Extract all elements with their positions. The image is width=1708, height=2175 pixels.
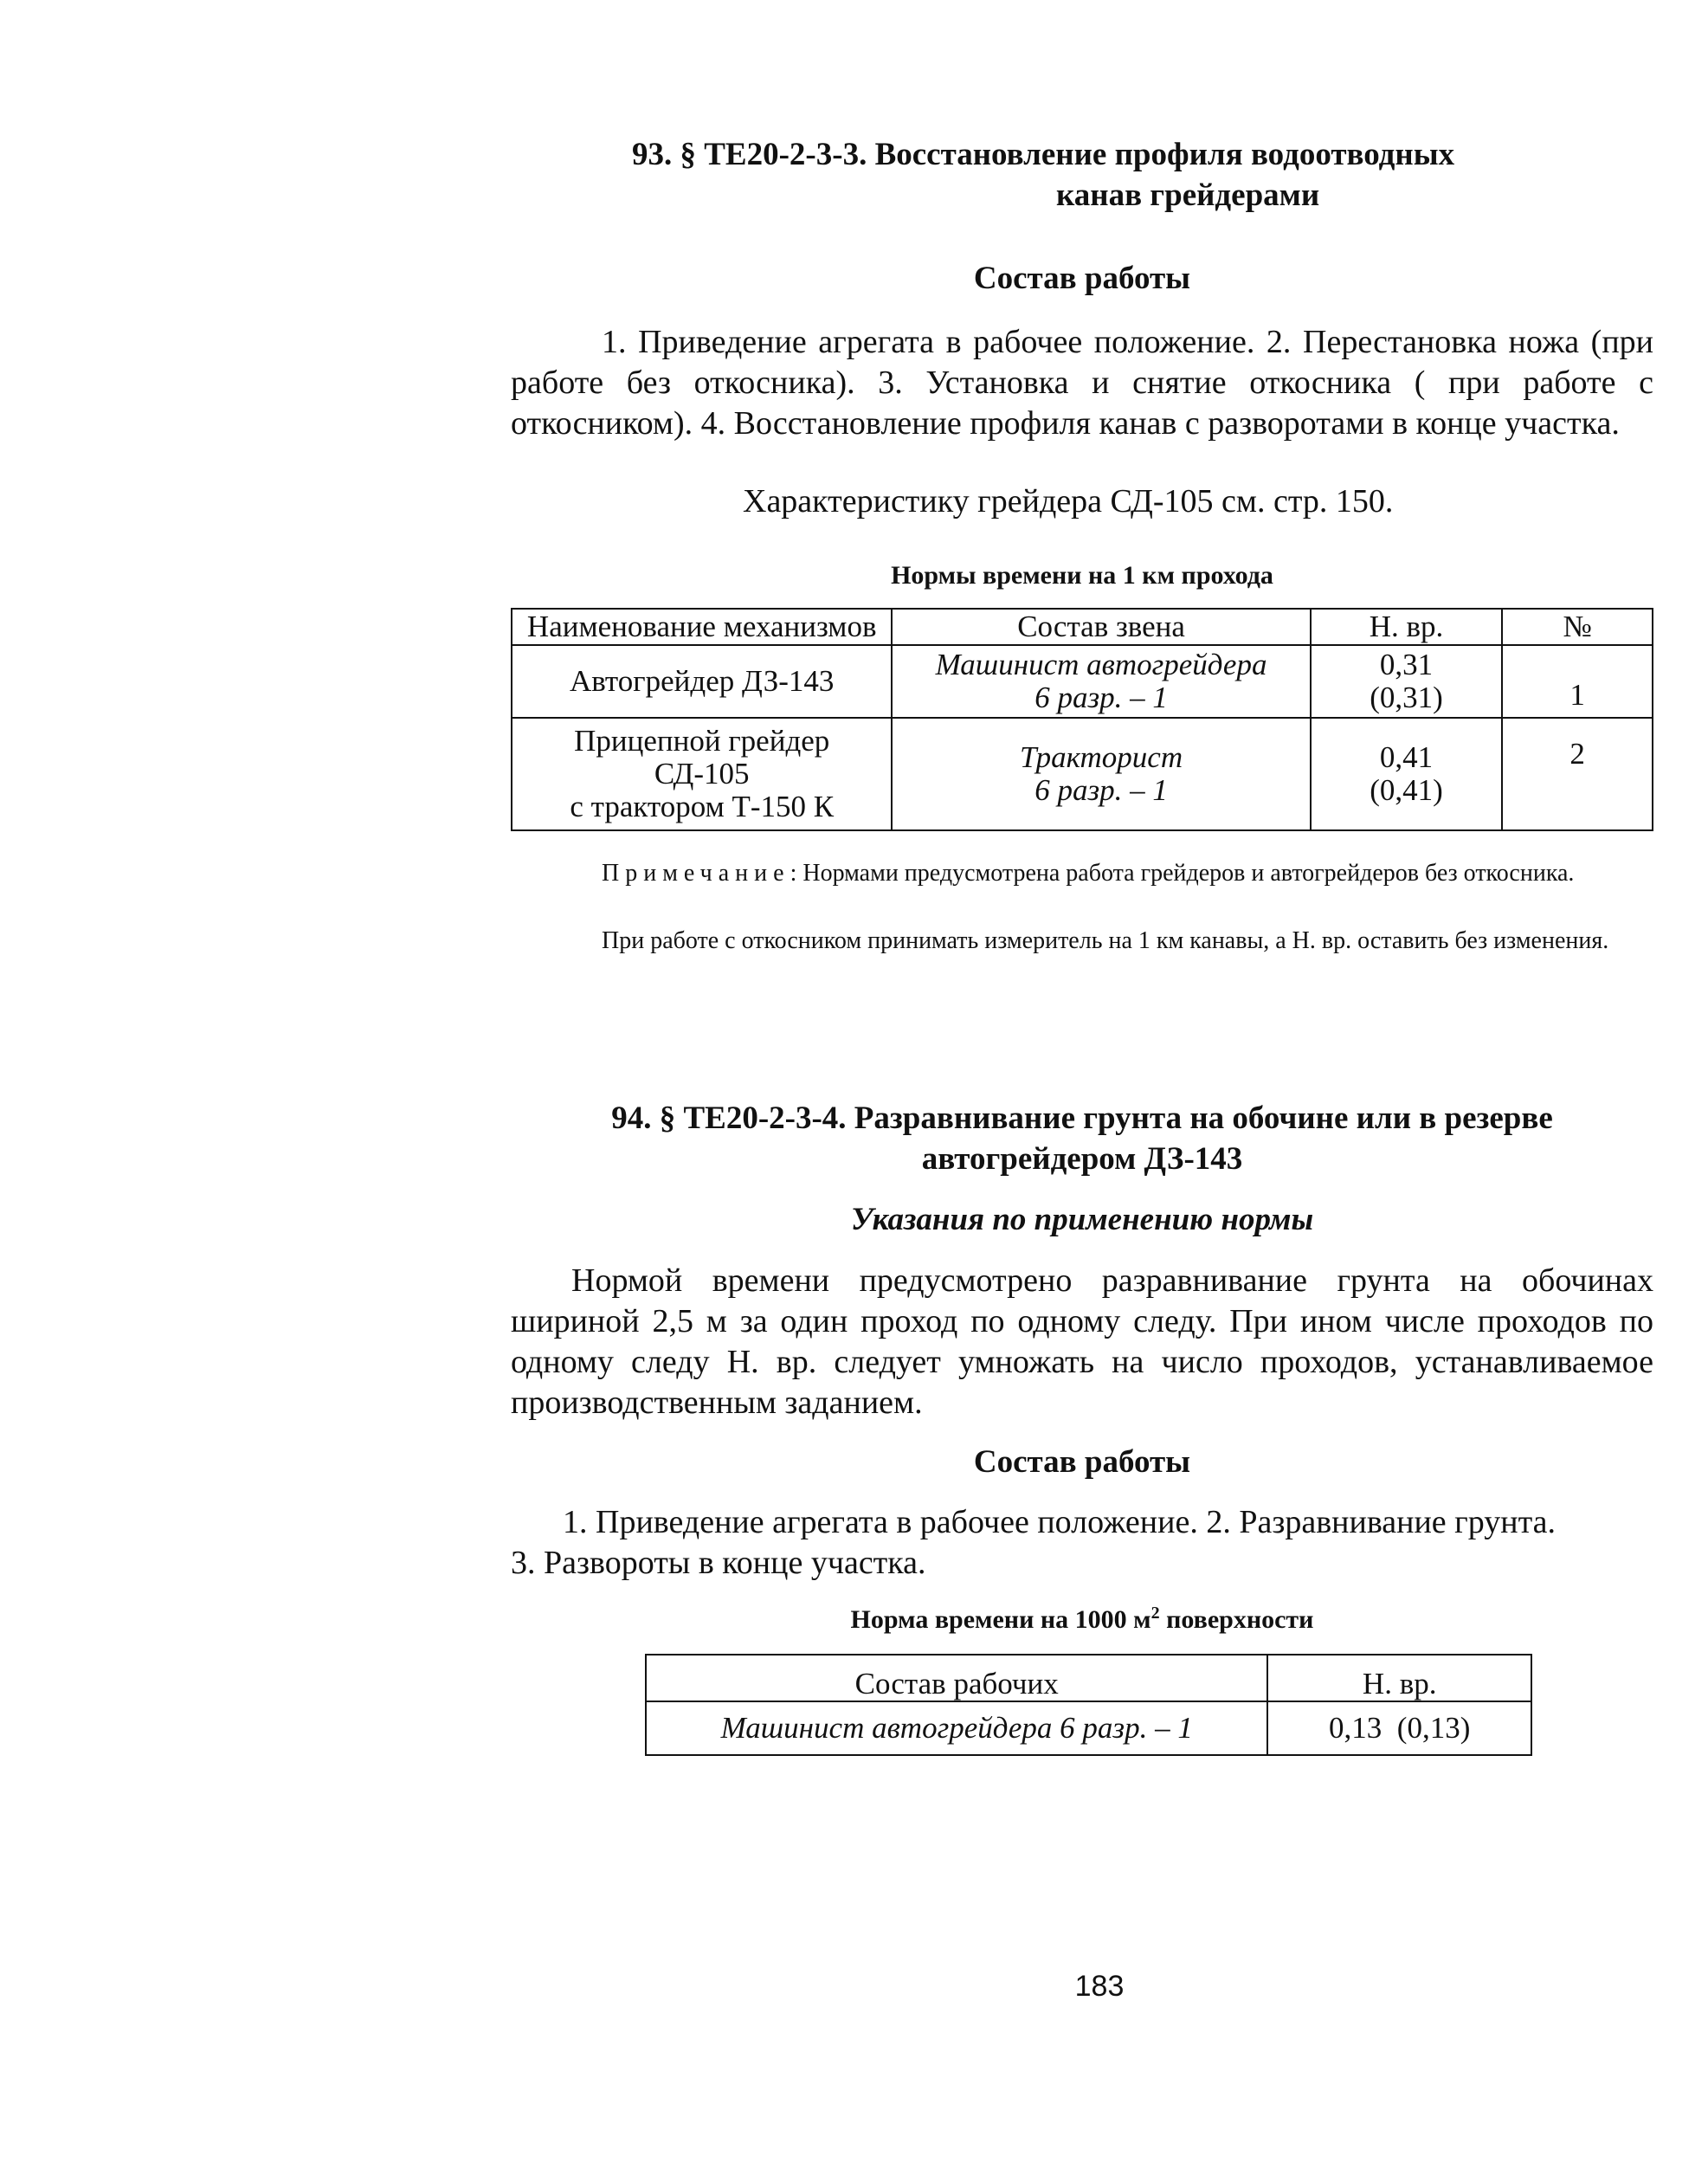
- section-93-title-line1: 93. § ТЕ20-2-3-3. Восстановление профиля водоотводных: [632, 137, 1455, 172]
- norm-cell: [1311, 718, 1503, 830]
- norm-line: 0,41: [1379, 740, 1434, 774]
- section-93-table-caption: Нормы времени на 1 км прохода: [891, 561, 1273, 590]
- note-label: Примечание: [602, 860, 790, 887]
- section-93-title-line2: канав грейдерами: [1056, 177, 1320, 213]
- mechanism-line: Прицепной грейдер: [574, 724, 830, 758]
- composition-line: 3. Развороты в конце участка.: [511, 1545, 926, 1581]
- number-cell: 1: [1502, 645, 1653, 718]
- section-93-title: [632, 134, 1602, 216]
- section-94-table-caption: [511, 1604, 1653, 1635]
- crew-line: 6 разр. – 1: [1034, 773, 1168, 807]
- caption-prefix: Норма времени на 1000 м: [850, 1605, 1151, 1634]
- section-94-composition-heading: Состав работы: [973, 1444, 1191, 1480]
- mechanism-cell: Автогрейдер ДЗ-143: [512, 645, 892, 718]
- crew-cell: [892, 718, 1310, 830]
- page-number: 183: [1074, 1970, 1125, 2003]
- number-cell: 2: [1502, 718, 1653, 830]
- norm-line: 0,31: [1379, 648, 1434, 681]
- composition-line: 1. Приведение агрегата в рабочее положение. 2. Разравнивание грунта.: [563, 1504, 1557, 1540]
- section-93-characteristic-ref: Характеристику грейдера СД-105 см. стр. 150.: [743, 483, 1394, 520]
- norm-cell: [1311, 645, 1503, 718]
- mechanism-cell: [512, 718, 892, 830]
- section-93-note-1: [511, 857, 1653, 890]
- section-94-instructions-text: Нормой времени предусмотрено разравнивание грунта на обочинах шириной 2,5 м за один проход по одному следу. При ином числе проходов по одному следу Н. вр. следует умножать на число проходов, устанавливаемое производственным заданием.: [511, 1262, 1653, 1421]
- norm-cell: 0,13 (0,13): [1267, 1701, 1531, 1755]
- crew-line: 6 разр. – 1: [1034, 681, 1168, 714]
- section-94-title: [511, 1098, 1653, 1179]
- norm-line: (0,31): [1370, 681, 1443, 714]
- norm-line: (0,41): [1370, 773, 1443, 807]
- caption-suffix: поверхности: [1159, 1605, 1314, 1634]
- section-94-title-line1: 94. § ТЕ20-2-3-4. Разравнивание грунта на обочине или в резерве: [611, 1100, 1553, 1136]
- section-93-composition-heading: Состав работы: [973, 261, 1191, 296]
- caption-superscript: 2: [1150, 1604, 1160, 1623]
- header-crew: Состав звена: [892, 609, 1310, 645]
- section-93-note-2: При работе с откосником принимать измеритель на 1 км канавы, а Н. вр. оставить без изменения.: [602, 927, 1609, 954]
- mechanism-line: СД-105: [654, 757, 750, 791]
- header-workers: Состав рабочих: [646, 1655, 1267, 1701]
- table-row: [646, 1701, 1531, 1755]
- header-mechanism: Наименование механизмов: [512, 609, 892, 645]
- section-94-title-line2: автогрейдером ДЗ-143: [921, 1141, 1243, 1177]
- header-number: №: [1502, 609, 1653, 645]
- section-93-composition-text: 1. Приведение агрегата в рабочее положение. 2. Перестановка ножа (при работе без откосника). 3. Установка и снятие откосника ( при работе с откосником). 4. Восстановление профиля канав с разворотами в конце участка.: [511, 324, 1653, 442]
- header-norm: Н. вр.: [1311, 609, 1503, 645]
- table-row: [512, 718, 1653, 830]
- crew-cell: Машинист автогрейдера 6 разр. – 1: [646, 1701, 1267, 1755]
- crew-line: Машинист автогрейдера: [935, 648, 1267, 681]
- note-text: : Нормами предусмотрена работа грейдеров и автогрейдеров без откосника.: [790, 860, 1575, 887]
- table-header-row: [512, 609, 1653, 645]
- norms-table-93: [511, 608, 1653, 831]
- header-norm: Н. вр.: [1267, 1655, 1531, 1701]
- section-94-instructions-heading: Указания по применению нормы: [850, 1202, 1314, 1237]
- crew-cell: [892, 645, 1310, 718]
- table-header-row: [646, 1655, 1531, 1701]
- mechanism-line: с трактором Т-150 К: [570, 790, 835, 823]
- table-row: [512, 645, 1653, 718]
- crew-line: Тракторист: [1020, 740, 1183, 774]
- section-94-composition-text: [511, 1502, 1653, 1584]
- norm-table-94: [645, 1654, 1532, 1756]
